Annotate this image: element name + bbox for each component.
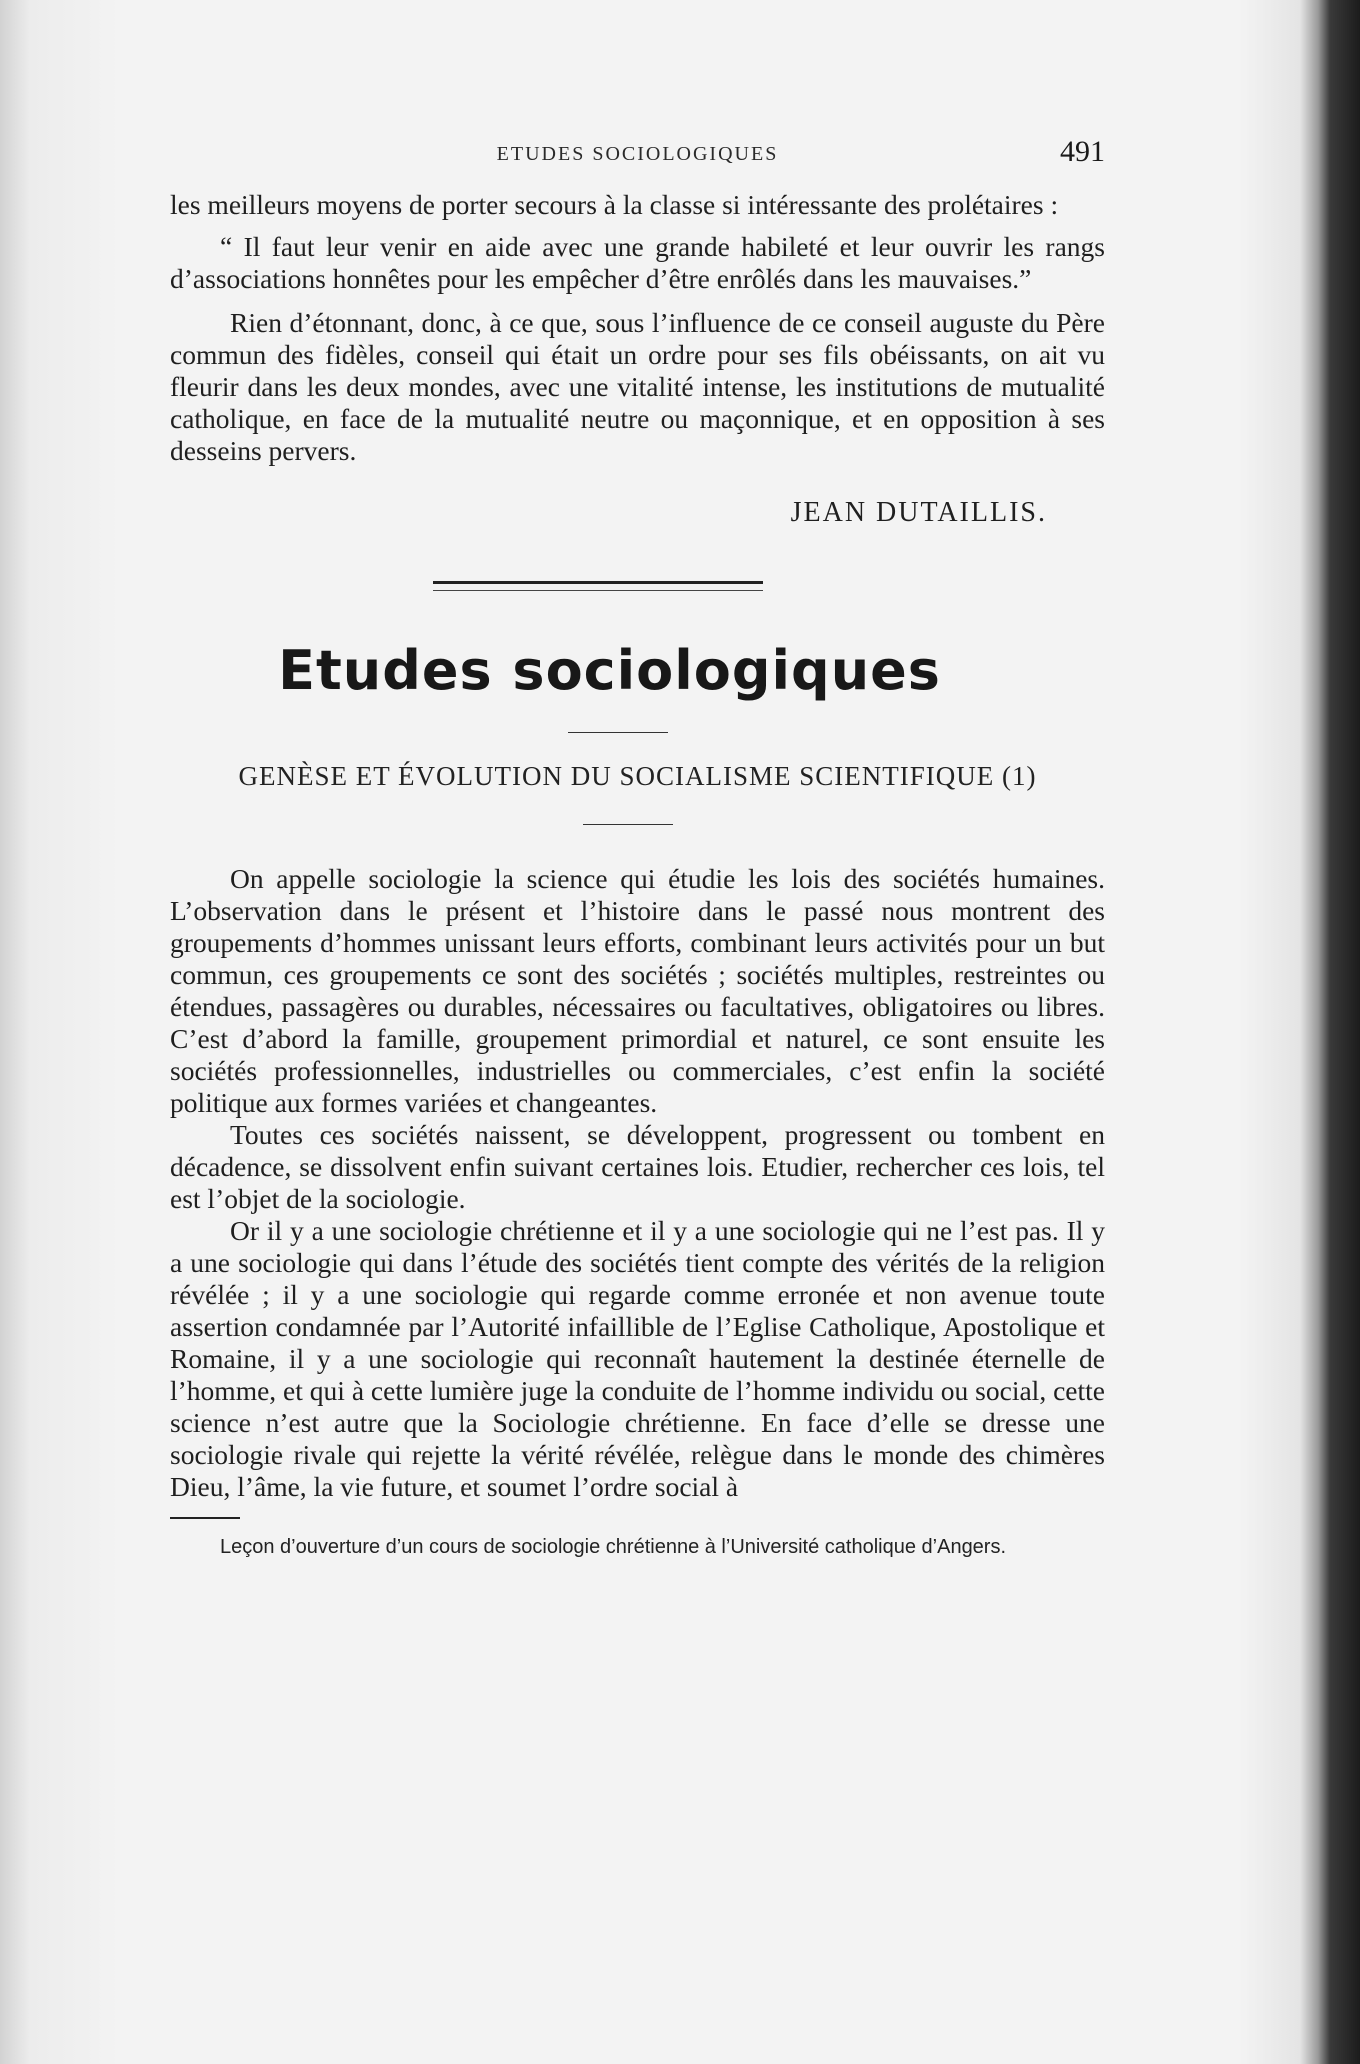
running-head <box>170 135 1105 175</box>
page-content <box>170 135 1105 1559</box>
author-signature: JEAN DUTAILLIS. <box>790 497 1047 528</box>
divider-thin-line <box>433 590 763 591</box>
subtitle-rule <box>583 824 673 825</box>
body-paragraph-3: Or il y a une sociologie chrétienne et il y a une sociologie qui ne l’est pas. Il y a une sociologie qui dans l’étude des sociétés tient compte des vérités de la religion révélée ; il y a une sociologie qui regarde comme erronée et non avenue toute assertion condamnée par l’Autorité infaillible de l’Eglise Catholique, Apostolique et Romaine, il y a une sociologie qui reconnaît hautement la destinée éternelle de l’homme, et qui à cette lumière juge la conduite de l’homme individu ou social, cette science n’est autre que la Sociologie chrétienne. En face d’elle se dresse une sociologie rivale qui rejette la vérité révélée, relègue dans le monde des chimères Dieu, l’âme, la vie future, et soumet l’ordre social à <box>170 1215 1105 1502</box>
page-number: 491 <box>1060 135 1105 168</box>
divider-thick-line <box>433 581 763 584</box>
body-paragraph-2: Toutes ces sociétés naissent, se développent, progressent ou tombent en décadence, se dissolvent enfin suivant certaines lois. Etudier, rechercher ces lois, tel est l’objet de la sociologie. <box>170 1119 1105 1214</box>
running-title: ETUDES SOCIOLOGIQUES <box>496 143 779 165</box>
article-subtitle: GENÈSE ET ÉVOLUTION DU SOCIALISME SCIENTIFIQUE (1) <box>238 761 1037 791</box>
encyclical-quote: “ Il faut leur venir en aide avec une grande habileté et leur ouvrir les rangs d’associations honnêtes pour les empêcher d’être enrôlés dans les mauvaises.” <box>170 231 1105 294</box>
body-paragraph-1: On appelle sociologie la science qui étudie les lois des sociétés humaines. L’observation dans le présent et l’histoire dans le passé nous montrent des groupements d’hommes unissant leurs efforts, combinant leurs activités pour un but commun, ces groupements ce sont des sociétés ; sociétés multiples, restreintes ou étendues, passagères ou durables, nécessaires ou facultatives, obligatoires ou libres. C’est d’abord la famille, groupement primordial et naturel, ce sont ensuite les sociétés professionnelles, industrielles ou commerciales, c’est enfin la société politique aux formes variées et changeantes. <box>170 863 1105 1118</box>
footnote: Leçon d’ouverture d’un cours de sociologie chrétienne à l’Université catholique d’Angers. <box>220 1536 1007 1558</box>
article-title: Etudes sociologiques <box>278 639 941 702</box>
previous-article-paragraph-2: Rien d’étonnant, donc, à ce que, sous l’influence de ce conseil auguste du Père commun des fidèles, conseil qui était un ordre pour ses fils obéissants, on ait vu fleurir dans les deux mondes, avec une vitalité intense, les institutions de mutualité catholique, en face de la mutualité neutre ou maçonnique, et en opposition à ses desseins pervers. <box>170 307 1105 466</box>
title-rule <box>568 732 668 733</box>
footnote-rule <box>170 1517 240 1519</box>
section-divider <box>433 581 763 591</box>
previous-article-paragraph-1: les meilleurs moyens de porter secours à la classe si intéressante des prolétaires : <box>170 189 1059 220</box>
